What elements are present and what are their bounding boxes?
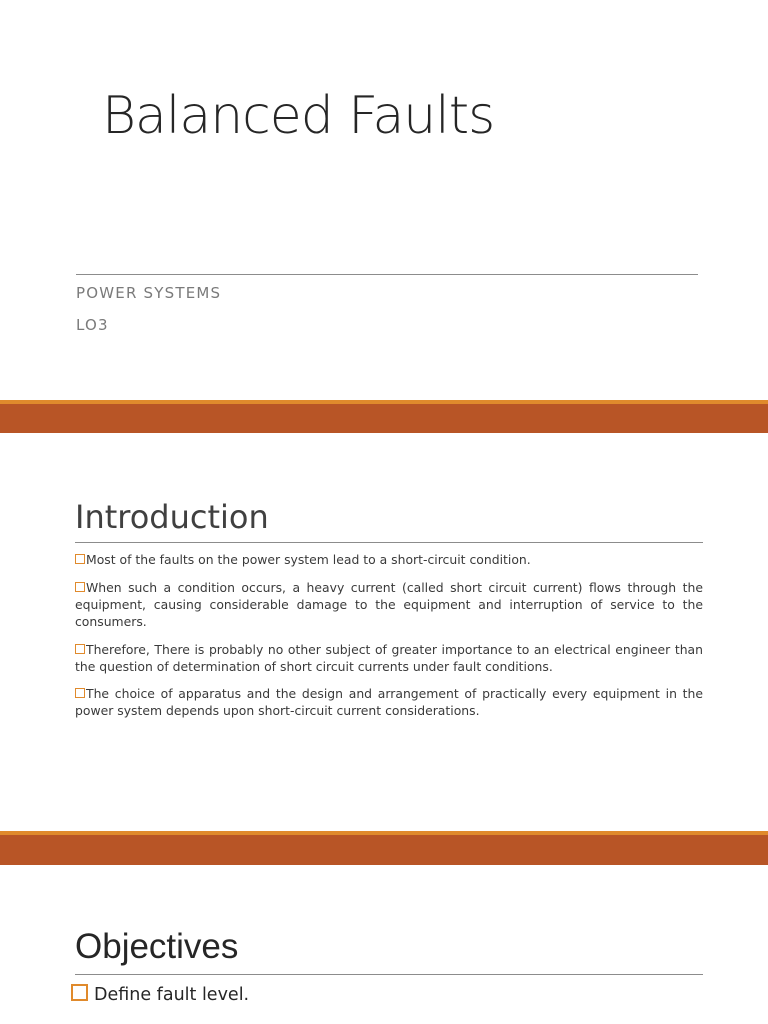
heading-divider xyxy=(75,542,703,543)
slide-separator xyxy=(0,400,768,433)
hollow-square-bullet-icon xyxy=(75,644,85,654)
bullet-text: When such a condition occurs, a heavy current (called short circuit current) flows through the equipment, causing considerable damage to the equipment and interruption of service to the consumers. xyxy=(75,580,703,629)
separator-highlight xyxy=(0,400,768,404)
bullet-list xyxy=(71,983,703,1015)
slide-introduction xyxy=(0,433,768,831)
list-item xyxy=(75,579,703,630)
slide-objectives xyxy=(0,865,768,1024)
hollow-square-bullet-icon xyxy=(75,688,85,698)
hollow-square-bullet-icon xyxy=(75,554,85,564)
bullet-list xyxy=(75,551,703,730)
list-item xyxy=(75,641,703,675)
bullet-text: Most of the faults on the power system lead to a short-circuit condition. xyxy=(86,552,531,567)
bullet-text: Define fault level. xyxy=(94,985,250,1005)
slide-title xyxy=(0,0,768,400)
slide-separator xyxy=(0,831,768,865)
title-divider xyxy=(76,274,698,275)
separator-highlight xyxy=(0,831,768,835)
slide-heading: Objectives xyxy=(75,927,239,966)
slide-title-heading: Balanced Faults xyxy=(102,86,495,146)
slide-heading: Introduction xyxy=(75,498,269,536)
slide-subtitle-code: LO3 xyxy=(76,316,109,334)
heading-divider xyxy=(75,974,703,975)
list-item xyxy=(75,685,703,719)
slide-subtitle: POWER SYSTEMS xyxy=(76,284,222,302)
hollow-square-bullet-icon xyxy=(75,582,85,592)
list-item xyxy=(75,551,703,568)
bullet-text: Therefore, There is probably no other subject of greater importance to an electrical engineer than the question of determination of short circuit currents under fault conditions. xyxy=(75,642,703,674)
list-item xyxy=(71,983,703,1007)
hollow-square-bullet-icon xyxy=(71,984,88,1001)
bullet-text: The choice of apparatus and the design and arrangement of practically every equipment in the power system depends upon short-circuit current considerations. xyxy=(75,686,703,718)
